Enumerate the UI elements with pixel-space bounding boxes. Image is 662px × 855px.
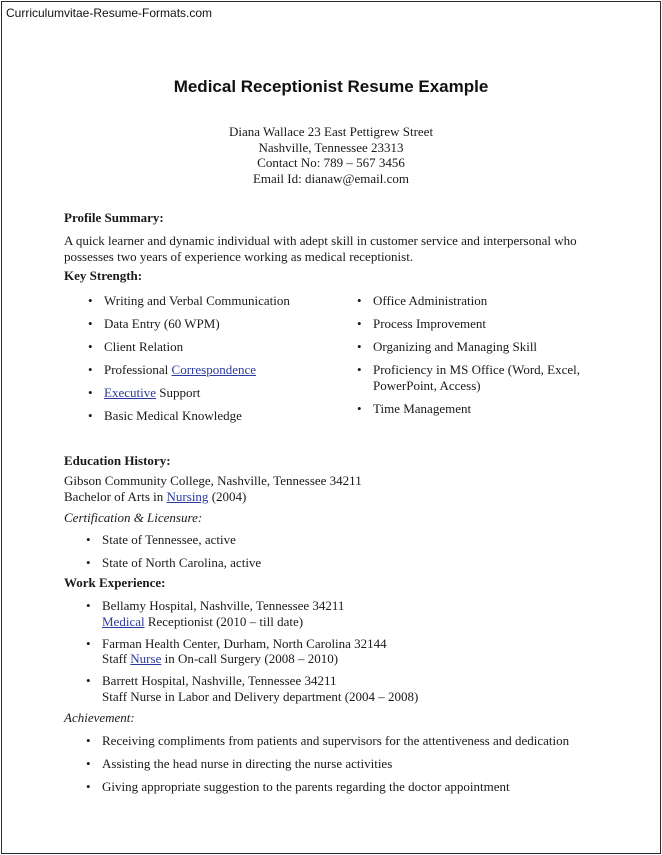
list-item-text: Organizing and Managing Skill <box>373 339 538 354</box>
education-details <box>64 473 604 504</box>
nursing-link[interactable]: Nursing <box>166 488 209 504</box>
work-list <box>86 598 536 704</box>
list-item-text: Proficiency in MS Office (Word, Excel, <box>373 362 581 377</box>
list-item-text: Office Administration <box>373 293 488 308</box>
list-item <box>88 408 338 424</box>
list-item <box>357 316 617 332</box>
list-item <box>88 293 338 309</box>
degree-text: Bachelor of Arts in <box>64 488 167 504</box>
education-heading: Education History: <box>64 453 171 468</box>
correspondence-link[interactable]: Correspondence <box>171 362 256 377</box>
job-role: Receptionist (2010 – till date) <box>144 613 304 629</box>
list-item-text: Support <box>155 385 201 400</box>
list-item <box>86 598 536 629</box>
list-item <box>86 532 386 548</box>
list-item <box>86 779 626 795</box>
list-item-text: Receiving compliments from patients and supervisors for the attentiveness and dedication <box>102 733 570 748</box>
strengths-right-list <box>357 293 617 416</box>
executive-link[interactable]: Executive <box>104 385 156 400</box>
strengths-heading: Key Strength: <box>64 268 143 283</box>
list-item-text: Time Management <box>373 400 472 416</box>
list-item-text: Process Improvement <box>373 316 487 331</box>
contact-email: Email Id: dianaw@email.com <box>252 170 409 186</box>
list-item <box>86 756 626 772</box>
list-item <box>88 316 338 332</box>
list-item-text: Professional <box>104 362 172 377</box>
list-item-text: State of Tennessee, active <box>102 532 236 547</box>
certification-heading: Certification & Licensure: <box>64 510 203 525</box>
contact-block <box>0 124 662 186</box>
list-item <box>86 673 536 704</box>
list-item <box>86 733 626 749</box>
work-heading: Work Experience: <box>64 575 166 590</box>
list-item <box>357 293 617 309</box>
achievement-heading: Achievement: <box>64 710 135 725</box>
list-item <box>88 339 338 355</box>
job-role: in On-call Surgery (2008 – 2010) <box>161 651 339 666</box>
contact-city: Nashville, Tennessee 23313 <box>258 139 404 155</box>
contact-name-address: Diana Wallace 23 East Pettigrew Street <box>228 124 434 139</box>
list-item-text: Writing and Verbal Communication <box>104 293 290 308</box>
page-title: Medical Receptionist Resume Example <box>173 77 489 96</box>
list-item-text: Basic Medical Knowledge <box>104 408 242 423</box>
profile-text: A quick learner and dynamic individual with adept skill in customer service and interpersonal who possesses two years of experience working as medical receptionist. <box>64 233 577 264</box>
list-item-text: State of North Carolina, active <box>102 555 262 570</box>
job-role: Staff Nurse in Labor and Delivery department (2004 – 2008) <box>102 688 419 704</box>
job-employer: Bellamy Hospital, Nashville, Tennessee 34211 <box>102 598 345 613</box>
list-item-text: Client Relation <box>104 339 184 354</box>
medical-link[interactable]: Medical <box>102 613 145 629</box>
list-item <box>88 362 338 378</box>
list-item-text: Assisting the head nurse in directing the nurse activities <box>102 756 393 771</box>
list-item <box>86 555 386 571</box>
list-item-text: Giving appropriate suggestion to the parents regarding the doctor appointment <box>102 779 510 794</box>
watermark-text: Curriculumvitae-Resume-Formats.com <box>6 6 213 20</box>
job-employer: Barrett Hospital, Nashville, Tennessee 34211 <box>102 673 337 688</box>
education-college: Gibson Community College, Nashville, Tennessee 34211 <box>64 473 362 488</box>
degree-year: (2004) <box>208 488 247 504</box>
job-employer: Farman Health Center, Durham, North Carolina 32144 <box>102 635 387 651</box>
contact-phone: Contact No: 789 – 567 3456 <box>257 155 405 170</box>
certification-list <box>86 532 386 571</box>
nurse-link[interactable]: Nurse <box>130 651 162 666</box>
list-item-text: Data Entry (60 WPM) <box>104 316 220 331</box>
list-item-text: PowerPoint, Access) <box>373 377 481 393</box>
education-degree <box>64 489 604 505</box>
list-item <box>357 362 617 393</box>
list-item <box>357 339 617 355</box>
list-item <box>88 385 338 401</box>
list-item <box>86 636 536 667</box>
strengths-left-list <box>88 293 338 424</box>
achievement-list <box>86 733 626 795</box>
profile-heading: Profile Summary: <box>64 210 164 225</box>
job-role: Staff <box>102 651 131 666</box>
list-item <box>357 401 617 417</box>
